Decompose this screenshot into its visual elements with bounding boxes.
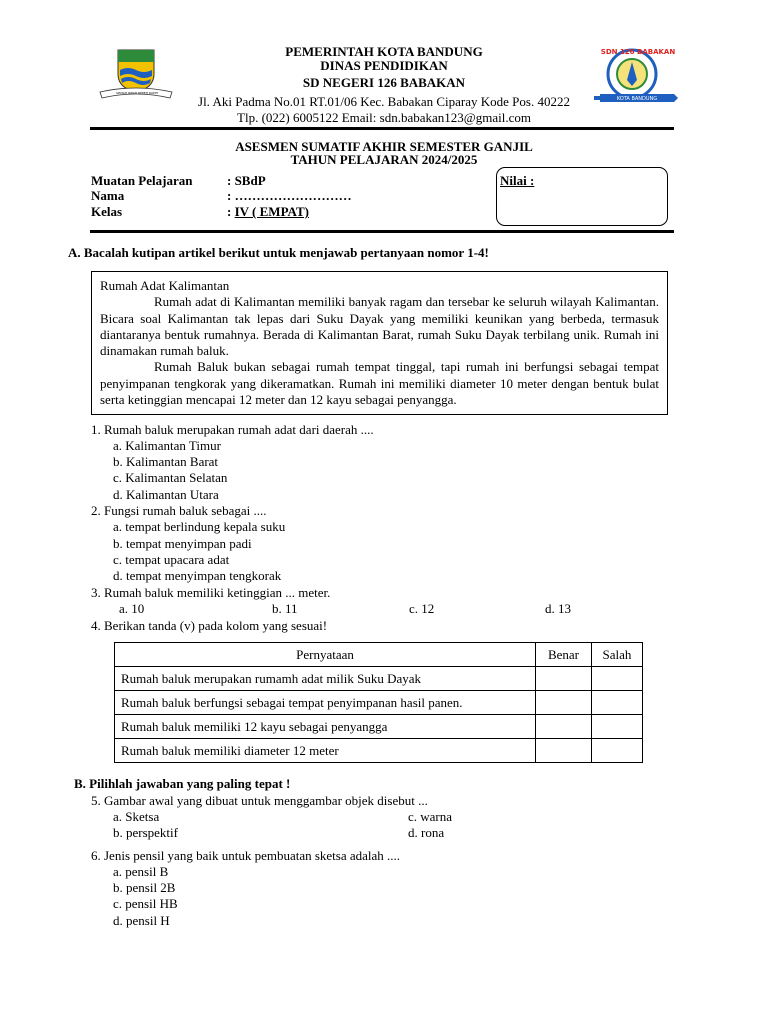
passage-title: Rumah Adat Kalimantan xyxy=(100,278,230,293)
true-cell-2[interactable] xyxy=(536,691,592,715)
q3-option-d[interactable]: d. 13 xyxy=(545,601,571,616)
question-2: 2. Fungsi rumah baluk sebagai .... xyxy=(91,503,267,518)
class-label: Kelas xyxy=(91,204,123,219)
section-b-heading: B. Pilihlah jawaban yang paling tepat ! xyxy=(74,776,291,791)
q6-option-c[interactable]: c. pensil HB xyxy=(113,896,178,911)
table-row xyxy=(115,667,643,691)
q1-option-c[interactable]: c. Kalimantan Selatan xyxy=(113,470,228,485)
question-5: 5. Gambar awal yang dibuat untuk menggambar objek disebut ... xyxy=(91,793,428,808)
header-divider xyxy=(90,127,674,130)
false-cell-2[interactable] xyxy=(592,691,643,715)
q3-option-b[interactable]: b. 11 xyxy=(272,601,298,616)
class-colon: : xyxy=(227,204,235,219)
header-contact: Tlp. (022) 6005122 Email: sdn.babakan123@gmail.com xyxy=(237,110,531,125)
statement-table xyxy=(114,642,643,763)
false-cell-3[interactable] xyxy=(592,715,643,739)
q5-option-b[interactable]: b. perspektif xyxy=(113,825,178,840)
question-3: 3. Rumah baluk memiliki ketinggian ... meter. xyxy=(91,585,331,600)
q5-option-c[interactable]: c. warna xyxy=(408,809,453,824)
section-a-heading: A. Bacalah kutipan artikel berikut untuk menjawab pertanyaan nomor 1-4! xyxy=(68,245,489,260)
q3-option-a[interactable]: a. 10 xyxy=(119,601,145,616)
false-cell-4[interactable] xyxy=(592,739,643,763)
header-address: Jl. Aki Padma No.01 RT.01/06 Kec. Babakan Ciparay Kode Pos. 40222 xyxy=(198,94,570,109)
reading-passage xyxy=(91,271,668,415)
q5-option-a[interactable]: a. Sketsa xyxy=(113,809,160,824)
name-field[interactable]: : ……………………… xyxy=(227,188,352,203)
q6-option-b[interactable]: b. pensil 2B xyxy=(113,880,176,895)
statement-2: Rumah baluk berfungsi sebagai tempat penyimpanan hasil panen. xyxy=(115,691,536,715)
name-label: Nama xyxy=(91,188,125,203)
header-statement: Pernyataan xyxy=(115,643,536,667)
subject-label: Muatan Pelajaran xyxy=(91,173,193,188)
q2-option-b[interactable]: b. tempat menyimpan padi xyxy=(113,536,252,551)
question-4: 4. Berikan tanda (v) pada kolom yang sesuai! xyxy=(91,618,328,633)
false-cell-1[interactable] xyxy=(592,667,643,691)
bandung-crest-motto: GEMAH RIPAH REPEH RAPIH xyxy=(116,91,158,95)
table-header-row xyxy=(115,643,643,667)
statement-4: Rumah baluk memiliki diameter 12 meter xyxy=(115,739,536,763)
q1-option-d[interactable]: d. Kalimantan Utara xyxy=(113,487,219,502)
school-logo-name: SDN 126 BABAKAN xyxy=(600,48,676,56)
question-6: 6. Jenis pensil yang baik untuk pembuatan sketsa adalah .... xyxy=(91,848,401,863)
class-value xyxy=(227,204,309,220)
q3-option-c[interactable]: c. 12 xyxy=(409,601,435,616)
exam-year: TAHUN PELAJARAN 2024/2025 xyxy=(290,152,478,167)
q1-option-b[interactable]: b. Kalimantan Barat xyxy=(113,454,219,469)
header-school-name: SD NEGERI 126 BABAKAN xyxy=(302,75,466,90)
passage-paragraph-2: Rumah Baluk bukan sebagai rumah tempat tinggal, tapi rumah ini berfungsi sebagai tempat penyimpanan tengkorak yang dikeramatkan. Rumah ini memiliki diameter 10 meter dengan bentuk bulat serta ketinggian mencapai 12 meter dan 12 kayu sebagai penyangga. xyxy=(100,359,659,408)
header-false: Salah xyxy=(592,643,643,667)
subject-value: : SBdP xyxy=(227,173,266,188)
statement-1: Rumah baluk merupakan rumamh adat milik Suku Dayak xyxy=(115,667,536,691)
passage-paragraph-1: Rumah adat di Kalimantan memiliki banyak ragam dan tersebar ke seluruh wilayah Kalimantan. Bicara soal Kalimantan tak lepas dari Suku Dayak yang memiliki keunikan yang berbeda, termasuk diantaranya bentuk rumahnya. Berada di Kalimantan Barat, rumah Suku Dayak terbilang unik. Rumah ini dinamakan rumah baluk. xyxy=(100,294,659,359)
table-row xyxy=(115,715,643,739)
table-row xyxy=(115,739,643,763)
true-cell-1[interactable] xyxy=(536,667,592,691)
q2-option-d[interactable]: d. tempat menyimpan tengkorak xyxy=(113,568,282,583)
header-true: Benar xyxy=(536,643,592,667)
q6-option-a[interactable]: a. pensil B xyxy=(113,864,169,879)
true-cell-3[interactable] xyxy=(536,715,592,739)
q6-option-d[interactable]: d. pensil H xyxy=(113,913,170,928)
class-text: IV ( EMPAT) xyxy=(234,204,309,219)
q5-option-d[interactable]: d. rona xyxy=(408,825,445,840)
q2-option-c[interactable]: c. tempat upacara adat xyxy=(113,552,230,567)
exam-title: ASESMEN SUMATIF AKHIR SEMESTER GANJIL xyxy=(235,139,533,154)
info-divider xyxy=(90,230,674,233)
q1-option-a[interactable]: a. Kalimantan Timur xyxy=(113,438,221,453)
question-1: 1. Rumah baluk merupakan rumah adat dari daerah .... xyxy=(91,422,374,437)
school-logo-city: KOTA BANDUNG xyxy=(616,96,658,102)
table-row xyxy=(115,691,643,715)
statement-3: Rumah baluk memiliki 12 kayu sebagai penyangga xyxy=(115,715,536,739)
header-government: PEMERINTAH KOTA BANDUNG xyxy=(285,44,483,59)
score-label: Nilai : xyxy=(500,173,535,188)
header-department: DINAS PENDIDIKAN xyxy=(320,58,448,73)
true-cell-4[interactable] xyxy=(536,739,592,763)
q2-option-a[interactable]: a. tempat berlindung kepala suku xyxy=(113,519,286,534)
